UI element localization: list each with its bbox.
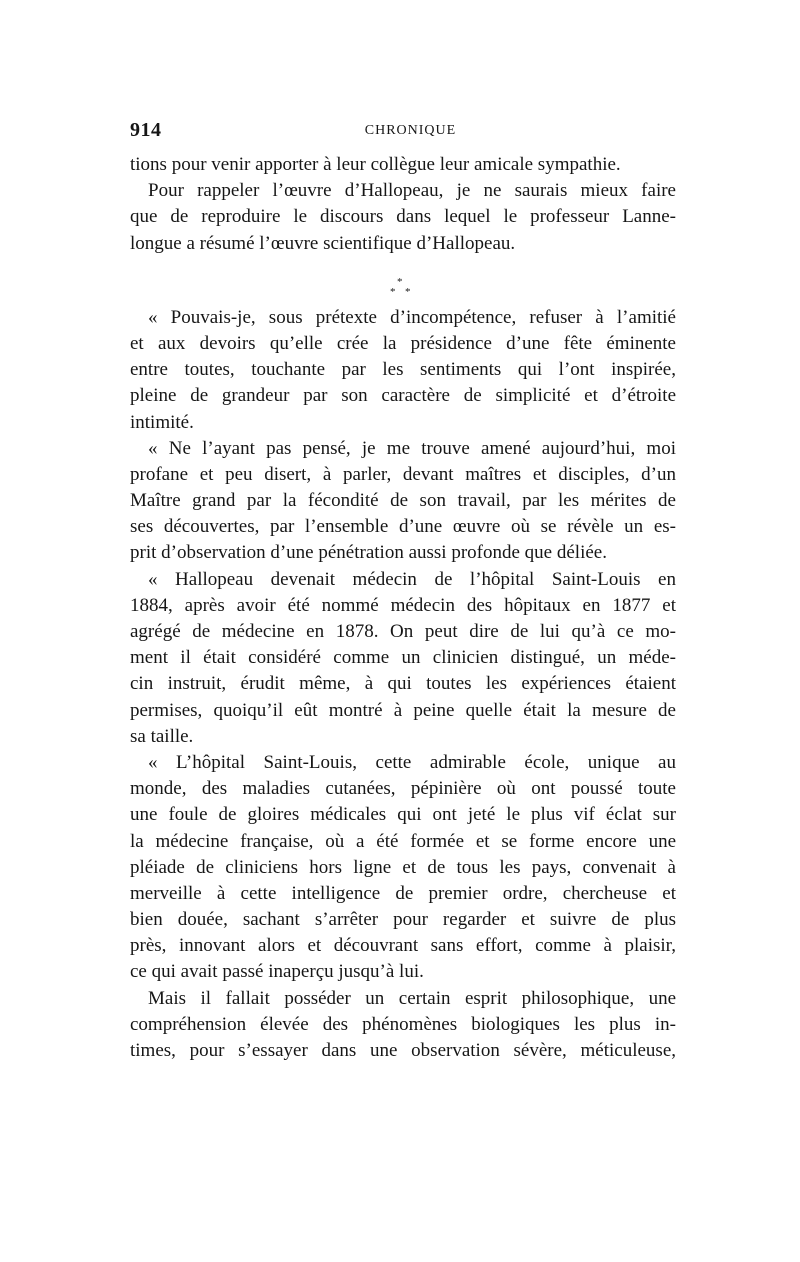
text-line: sa taille. (130, 725, 194, 747)
text-line: merveille à cette intelligence de premier ordre, chercheuse et (130, 882, 676, 904)
text-line: « L’hôpital Saint-Louis, cette admirable école, unique au (148, 751, 676, 773)
paragraph (130, 567, 676, 750)
text-line: près, innovant alors et découvrant sans effort, comme à plaisir, (130, 935, 676, 957)
paragraph (130, 986, 676, 1065)
text-line: Pour rappeler l’œuvre d’Hallopeau, je ne saurais mieux faire (148, 180, 676, 202)
body-text (130, 152, 676, 1064)
text-line: times, pour s’essayer dans une observation sévère, méticuleuse, (130, 1040, 676, 1061)
text-line: ce qui avait passé inaperçu jusqu’à lui. (130, 961, 424, 983)
text-line: pleine de grandeur par son caractère de simplicité et d’étroite (130, 385, 676, 407)
asterism-star-icon: * (390, 285, 396, 298)
text-line: bien douée, sachant s’arrêter pour regarder et suivre de plus (130, 909, 676, 931)
paragraph (130, 305, 676, 436)
text-line: Mais il fallait posséder un certain esprit philosophique, une (148, 987, 676, 1009)
paragraph (130, 178, 676, 257)
text-line: et aux devoirs qu’elle crée la présidence d’une fête éminente (130, 332, 676, 354)
asterism-star-icon: * (397, 275, 403, 288)
text-line: 1884, après avoir été nommé médecin des hôpitaux en 1877 et (130, 594, 676, 616)
page-number: 914 (130, 119, 162, 141)
asterism-ornament (130, 257, 676, 305)
text-line: Maître grand par la fécondité de son travail, par les mérites de (130, 490, 676, 512)
text-line: pléiade de cliniciens hors ligne et de tous les pays, convenait à (130, 856, 676, 878)
text-line: « Ne l’ayant pas pensé, je me trouve amené aujourd’hui, moi (148, 437, 676, 459)
text-line: « Hallopeau devenait médecin de l’hôpital Saint-Louis en (148, 568, 676, 590)
paragraph (130, 750, 676, 986)
text-line: entre toutes, touchante par les sentiments qui l’ont inspirée, (130, 359, 676, 381)
text-line: ment il était considéré comme un clinicien distingué, un méde- (130, 647, 676, 669)
text-line: agrégé de médecine en 1878. On peut dire de lui qu’à ce mo- (130, 621, 676, 642)
text-line: cin instruit, érudit même, à qui toutes les expériences étaient (130, 673, 676, 695)
text-line: prit d’observation d’une pénétration aussi profonde que déliée. (130, 542, 607, 564)
text-line: compréhension élevée des phénomènes biologiques les plus in- (130, 1013, 676, 1035)
text-line: que de reproduire le discours dans lequel le professeur Lanne- (130, 206, 676, 228)
text-line: la médecine française, où a été formée et se forme encore une (130, 830, 676, 852)
text-line: profane et peu disert, à parler, devant maîtres et disciples, d’un (130, 463, 676, 485)
text-line: ses découvertes, par l’ensemble d’une œuvre où se révèle un es- (130, 516, 676, 538)
text-line: intimité. (130, 411, 194, 433)
paragraph (130, 152, 676, 178)
text-line: monde, des maladies cutanées, pépinière où ont poussé toute (130, 778, 676, 800)
text-line: permises, quoiqu’il eût montré à peine quelle était la mesure de (130, 699, 676, 721)
asterism-star-icon: * (405, 285, 411, 298)
text-line: une foule de gloires médicales qui ont jeté le plus vif éclat sur (130, 804, 676, 826)
running-title: CHRONIQUE (364, 123, 457, 138)
page-header (130, 119, 675, 145)
text-line: tions pour venir apporter à leur collègue leur amicale sympathie. (130, 154, 621, 175)
text-line: longue a résumé l’œuvre scientifique d’Hallopeau. (130, 232, 516, 254)
text-line: « Pouvais-je, sous prétexte d’incompétence, refuser à l’amitié (148, 306, 676, 328)
paragraph (130, 436, 676, 567)
